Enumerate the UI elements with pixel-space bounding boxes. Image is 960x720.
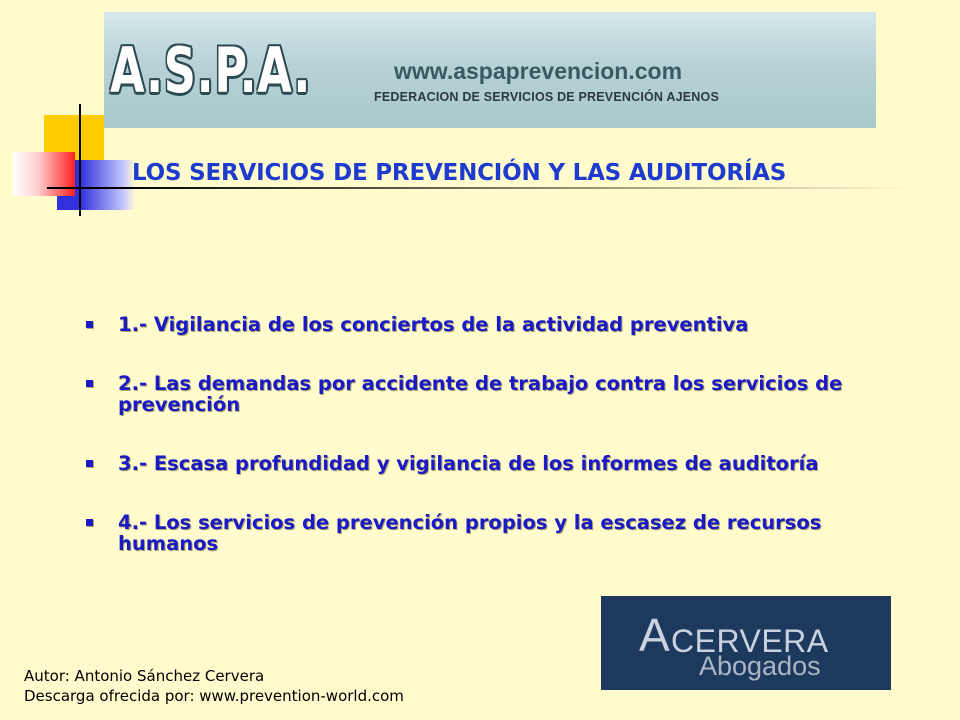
acervera-logo-letter: A (639, 609, 670, 661)
decor-blue-fade (80, 160, 135, 210)
aspa-banner (104, 12, 876, 128)
bullet-text: 2.- Las demandas por accidente de trabajo contra los servicios de prevención (118, 372, 843, 416)
bullet-text: 1.- Vigilancia de los conciertos de la actividad preventiva (118, 313, 749, 336)
square-bullet-icon (86, 460, 93, 467)
bullet-list (82, 314, 902, 554)
bullet-item (82, 512, 902, 554)
bullet-item (82, 314, 902, 335)
acervera-logo-name: CERVERA (671, 623, 829, 659)
decor-horizontal-line (47, 187, 911, 189)
square-bullet-icon (86, 519, 93, 526)
footer-download: Descarga ofrecida por: www.prevention-world.com (24, 687, 404, 705)
decor-vertical-line (79, 104, 81, 216)
square-bullet-icon (86, 321, 93, 328)
footer-author: Autor: Antonio Sánchez Cervera (24, 667, 265, 685)
square-bullet-icon (86, 380, 93, 387)
bullet-item (82, 373, 902, 415)
banner-federation: FEDERACION DE SERVICIOS DE PREVENCIÓN AJENOS (374, 90, 719, 104)
acervera-logo-subtitle: Abogados (699, 651, 821, 681)
bullet-item (82, 453, 902, 474)
bullet-text: 4.- Los servicios de prevención propios y la escasez de recursos humanos (118, 511, 822, 555)
slide-title: LOS SERVICIOS DE PREVENCIÓN Y LAS AUDITORÍAS (132, 160, 787, 186)
footer (24, 666, 404, 706)
aspa-logo: A.S.P.A. (110, 34, 312, 107)
acervera-logo (601, 596, 891, 690)
banner-url: www.aspaprevencion.com (394, 58, 683, 84)
decor-red-square (13, 152, 75, 196)
bullet-text: 3.- Escasa profundidad y vigilancia de los informes de auditoría (118, 452, 819, 475)
